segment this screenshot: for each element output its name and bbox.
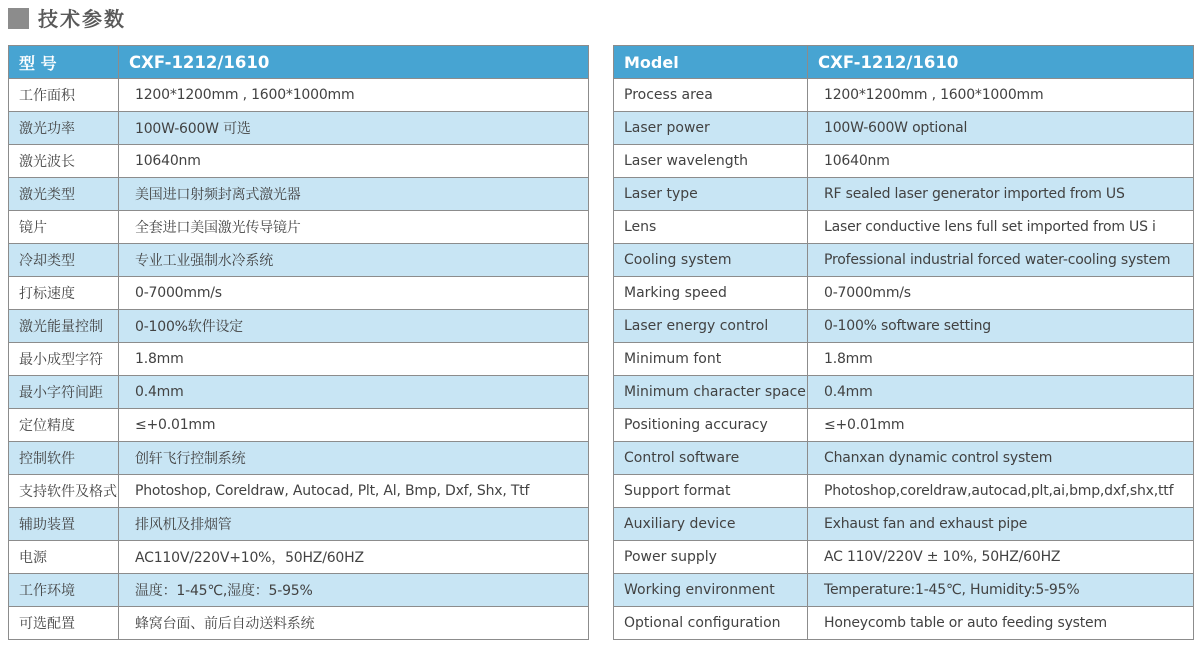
header-value-cell: CXF-1212/1610 bbox=[119, 46, 589, 79]
table-row bbox=[614, 211, 1194, 244]
header-label-cell: 型 号 bbox=[9, 46, 119, 79]
table-row bbox=[9, 178, 589, 211]
table-row bbox=[9, 112, 589, 145]
spec-label-cell: Positioning accuracy bbox=[614, 409, 808, 442]
spec-value-cell: 全套进口美国激光传导镜片 bbox=[119, 211, 589, 244]
spec-label-cell: Marking speed bbox=[614, 277, 808, 310]
table-row bbox=[9, 211, 589, 244]
spec-label-cell: 定位精度 bbox=[9, 409, 119, 442]
spec-table-english bbox=[613, 45, 1194, 640]
spec-value-cell: ≤+0.01mm bbox=[119, 409, 589, 442]
spec-value-cell: 100W-600W optional bbox=[808, 112, 1194, 145]
spec-value-cell: 1200*1200mm , 1600*1000mm bbox=[808, 79, 1194, 112]
spec-value-cell: 1.8mm bbox=[808, 343, 1194, 376]
table-row bbox=[9, 475, 589, 508]
spec-label-cell: 工作面积 bbox=[9, 79, 119, 112]
spec-label-cell: 激光能量控制 bbox=[9, 310, 119, 343]
table-row bbox=[9, 607, 589, 640]
table-row bbox=[614, 79, 1194, 112]
spec-label-cell: Minimum character space bbox=[614, 376, 808, 409]
table-row bbox=[9, 442, 589, 475]
header-value-cell: CXF-1212/1610 bbox=[808, 46, 1194, 79]
spec-label-cell: Laser power bbox=[614, 112, 808, 145]
table-row bbox=[9, 343, 589, 376]
spec-value-cell: 1.8mm bbox=[119, 343, 589, 376]
spec-value-cell: Temperature:1-45℃, Humidity:5-95% bbox=[808, 574, 1194, 607]
table-row bbox=[9, 508, 589, 541]
spec-label-cell: 最小字符间距 bbox=[9, 376, 119, 409]
spec-label-cell: 辅助装置 bbox=[9, 508, 119, 541]
table-row bbox=[9, 541, 589, 574]
spec-label-cell: 支持软件及格式 bbox=[9, 475, 119, 508]
table-row bbox=[9, 574, 589, 607]
spec-label-cell: Laser energy control bbox=[614, 310, 808, 343]
spec-label-cell: 激光类型 bbox=[9, 178, 119, 211]
spec-label-cell: 工作环境 bbox=[9, 574, 119, 607]
spec-label-cell: Laser type bbox=[614, 178, 808, 211]
section-title bbox=[8, 8, 126, 29]
table-row bbox=[9, 409, 589, 442]
spec-value-cell: 专业工业强制水冷系统 bbox=[119, 244, 589, 277]
table-row bbox=[614, 409, 1194, 442]
spec-label-cell: Control software bbox=[614, 442, 808, 475]
spec-label-cell: 冷却类型 bbox=[9, 244, 119, 277]
spec-value-cell: 美国进口射频封离式激光器 bbox=[119, 178, 589, 211]
spec-label-cell: 镜片 bbox=[9, 211, 119, 244]
table-row bbox=[614, 310, 1194, 343]
header-row bbox=[9, 46, 589, 79]
table-row bbox=[614, 376, 1194, 409]
page-title: 技术参数 bbox=[38, 6, 126, 31]
spec-label-cell: Auxiliary device bbox=[614, 508, 808, 541]
table-row bbox=[614, 574, 1194, 607]
spec-value-cell: 0.4mm bbox=[119, 376, 589, 409]
spec-value-cell: 100W-600W 可选 bbox=[119, 112, 589, 145]
spec-label-cell: Optional configuration bbox=[614, 607, 808, 640]
table-row bbox=[9, 277, 589, 310]
header-row bbox=[614, 46, 1194, 79]
table-row bbox=[614, 244, 1194, 277]
table-row bbox=[614, 112, 1194, 145]
table-row bbox=[614, 343, 1194, 376]
spec-label-cell: 可选配置 bbox=[9, 607, 119, 640]
spec-value-cell: 1200*1200mm , 1600*1000mm bbox=[119, 79, 589, 112]
spec-value-cell: RF sealed laser generator imported from US bbox=[808, 178, 1194, 211]
spec-value-cell: 0-7000mm/s bbox=[119, 277, 589, 310]
table-row bbox=[614, 277, 1194, 310]
spec-value-cell: AC 110V/220V ± 10%, 50HZ/60HZ bbox=[808, 541, 1194, 574]
table-row bbox=[614, 145, 1194, 178]
table-row bbox=[614, 475, 1194, 508]
spec-value-cell: Photoshop, Coreldraw, Autocad, Plt, Al, Bmp, Dxf, Shx, Ttf bbox=[119, 475, 589, 508]
spec-label-cell: 激光波长 bbox=[9, 145, 119, 178]
spec-value-cell: 创轩飞行控制系统 bbox=[119, 442, 589, 475]
spec-label-cell: 控制软件 bbox=[9, 442, 119, 475]
spec-value-cell: 0.4mm bbox=[808, 376, 1194, 409]
table-row bbox=[9, 145, 589, 178]
spec-value-cell: ≤+0.01mm bbox=[808, 409, 1194, 442]
table-row bbox=[614, 541, 1194, 574]
spec-value-cell: Laser conductive lens full set imported from US i bbox=[808, 211, 1194, 244]
title-bullet-square-icon bbox=[8, 8, 29, 29]
spec-label-cell: Cooling system bbox=[614, 244, 808, 277]
table-row bbox=[614, 508, 1194, 541]
table-row bbox=[9, 244, 589, 277]
spec-value-cell: 10640nm bbox=[119, 145, 589, 178]
spec-label-cell: Laser wavelength bbox=[614, 145, 808, 178]
spec-value-cell: 0-7000mm/s bbox=[808, 277, 1194, 310]
table-row bbox=[614, 607, 1194, 640]
spec-label-cell: Working environment bbox=[614, 574, 808, 607]
table-row bbox=[9, 79, 589, 112]
table-row bbox=[9, 376, 589, 409]
table-row bbox=[614, 442, 1194, 475]
spec-value-cell: 温度：1-45℃,湿度：5-95% bbox=[119, 574, 589, 607]
spec-value-cell: Photoshop,coreldraw,autocad,plt,ai,bmp,dxf,shx,ttf bbox=[808, 475, 1194, 508]
spec-label-cell: 打标速度 bbox=[9, 277, 119, 310]
spec-label-cell: 电源 bbox=[9, 541, 119, 574]
spec-label-cell: Lens bbox=[614, 211, 808, 244]
spec-value-cell: 0-100% software setting bbox=[808, 310, 1194, 343]
spec-label-cell: Power supply bbox=[614, 541, 808, 574]
spec-table-chinese bbox=[8, 45, 589, 640]
spec-value-cell: Honeycomb table or auto feeding system bbox=[808, 607, 1194, 640]
spec-value-cell: Professional industrial forced water-cooling system bbox=[808, 244, 1194, 277]
spec-label-cell: Support format bbox=[614, 475, 808, 508]
spec-value-cell: 蜂窝台面、前后自动送料系统 bbox=[119, 607, 589, 640]
spec-value-cell: 10640nm bbox=[808, 145, 1194, 178]
table-row bbox=[614, 178, 1194, 211]
spec-value-cell: 排风机及排烟管 bbox=[119, 508, 589, 541]
spec-tables bbox=[8, 45, 1194, 640]
spec-value-cell: Chanxan dynamic control system bbox=[808, 442, 1194, 475]
spec-label-cell: Process area bbox=[614, 79, 808, 112]
header-label-cell: Model bbox=[614, 46, 808, 79]
spec-value-cell: AC110V/220V+10%，50HZ/60HZ bbox=[119, 541, 589, 574]
spec-value-cell: 0-100%软件设定 bbox=[119, 310, 589, 343]
spec-label-cell: Minimum font bbox=[614, 343, 808, 376]
spec-label-cell: 激光功率 bbox=[9, 112, 119, 145]
spec-value-cell: Exhaust fan and exhaust pipe bbox=[808, 508, 1194, 541]
table-row bbox=[9, 310, 589, 343]
spec-label-cell: 最小成型字符 bbox=[9, 343, 119, 376]
